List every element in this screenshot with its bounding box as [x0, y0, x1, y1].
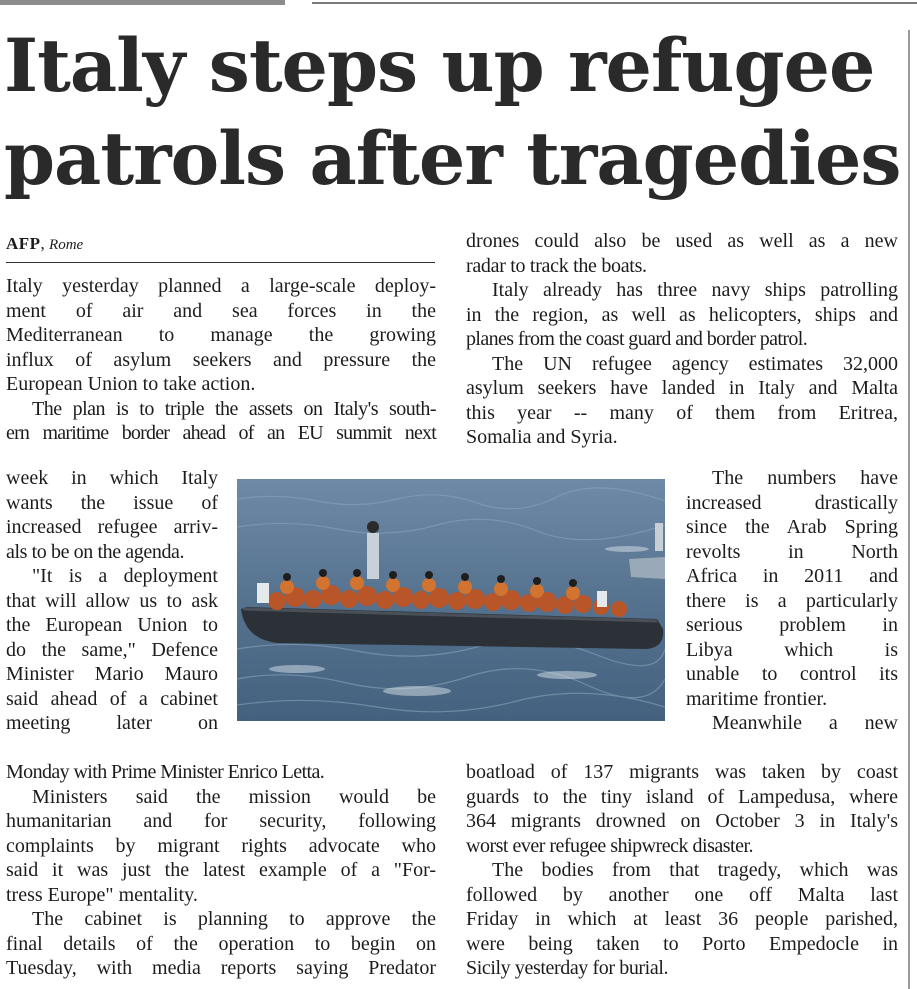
- paragraph-10: [466, 760, 898, 858]
- text-line: this year -- many of them from Eritrea,: [466, 401, 898, 424]
- text-line: in the region, as well as helicopters, ships and: [466, 303, 898, 326]
- text-line: Ministers said the mission would be: [32, 785, 436, 808]
- text-line: week in which Italy: [6, 467, 218, 489]
- paragraph-9: [686, 466, 898, 711]
- headline: [4, 20, 904, 206]
- column-2-bottom: [466, 760, 898, 981]
- text-line: Italy already has three navy ships patrolling: [492, 279, 898, 301]
- top-rule-right: [312, 2, 917, 4]
- text-line: Monday with Prime Minister Enrico Letta.: [6, 761, 325, 783]
- text-line: boatload of 137 migrants was taken by coast: [466, 761, 898, 783]
- text-line: Mediterranean to manage the growing: [6, 324, 436, 346]
- paragraph-1: [6, 274, 436, 397]
- text-line: Libya which is: [686, 638, 898, 661]
- column-2-top: [466, 229, 898, 450]
- text-line: als to be on the agenda.: [6, 540, 185, 563]
- paragraph-11: [466, 858, 898, 981]
- text-line: increased refugee arriv-: [6, 516, 218, 538]
- text-line: complaints by migrant rights advocate who: [6, 834, 436, 857]
- text-line: were being taken to Porto Empedocle in: [466, 932, 898, 955]
- text-line: asylum seekers have landed in Italy and Malta: [466, 377, 898, 399]
- text-line: drones could also be used as well as a new: [466, 230, 898, 252]
- text-line: Somalia and Syria.: [466, 426, 618, 448]
- text-line: since the Arab Spring: [686, 516, 898, 538]
- text-line: Sicily yesterday for burial.: [466, 957, 669, 979]
- top-rule-left: [0, 0, 285, 5]
- text-line: guards to the tiny island of Lampedusa, where: [466, 785, 898, 808]
- text-line: Friday in which at least 36 people parished,: [466, 908, 898, 930]
- column-2-narrow: [686, 466, 898, 736]
- paragraph-3-end: [6, 760, 436, 785]
- text-line: worst ever refugee shipwreck disaster.: [466, 834, 753, 857]
- byline-separator: ,: [40, 234, 50, 253]
- text-line: ern maritime border ahead of an EU summit next: [6, 422, 436, 444]
- text-line: tress Europe" mentality.: [6, 883, 198, 906]
- text-line: radar to track the boats.: [466, 254, 647, 277]
- text-line: said ahead of a cabinet: [6, 687, 218, 710]
- column-1-bottom: [6, 760, 436, 981]
- headline-line-1: Italy steps up refugee: [4, 23, 875, 109]
- text-line: humanitarian and for security, following: [6, 810, 436, 832]
- text-line: followed by another one off Malta last: [466, 883, 898, 906]
- text-line: "It is a deployment: [32, 565, 218, 587]
- paragraph-4: [6, 785, 436, 908]
- text-line: Tuesday, with media reports saying Predator: [6, 957, 436, 979]
- text-line: said it was just the latest example of a "For-: [6, 859, 436, 881]
- paragraph-6: [466, 229, 898, 278]
- text-line: European Union to take action.: [6, 373, 256, 395]
- text-line: Africa in 2011 and: [686, 565, 898, 587]
- refugee-boat-photo: [237, 479, 665, 721]
- text-line: The plan is to triple the assets on Italy's south-: [32, 397, 436, 420]
- column-1-narrow: [6, 466, 218, 736]
- text-line: planes from the coast guard and border patrol.: [466, 328, 808, 350]
- text-line: The cabinet is planning to approve the: [32, 908, 436, 930]
- byline-rule: [6, 262, 435, 263]
- text-line: there is a particularly: [686, 589, 898, 612]
- byline-city: Rome: [49, 237, 84, 253]
- text-line: The bodies from that tragedy, which was: [492, 859, 898, 881]
- byline-agency: AFP: [6, 234, 41, 253]
- text-line: revolts in North: [686, 540, 898, 563]
- text-line: unable to control its: [686, 663, 898, 685]
- text-line: increased drastically: [686, 491, 898, 514]
- text-line: maritime frontier.: [686, 687, 828, 710]
- text-line: do the same," Defence: [6, 638, 218, 661]
- paragraph-8: [466, 352, 898, 450]
- text-line: influx of asylum seekers and pressure the: [6, 348, 436, 371]
- text-line: The UN refugee agency estimates 32,000: [492, 352, 898, 375]
- text-line: Minister Mario Mauro: [6, 663, 218, 685]
- column-rule-right: [908, 30, 910, 989]
- text-line: final details of the operation to begin on: [6, 932, 436, 955]
- text-line: the European Union to: [6, 614, 218, 636]
- text-line: ment of air and sea forces in the: [6, 299, 436, 322]
- text-line: wants the issue of: [6, 491, 218, 514]
- refugee-boat-illustration: [237, 479, 665, 721]
- paragraph-2-lead: [6, 397, 436, 446]
- column-1-top: [6, 274, 436, 446]
- byline: [6, 234, 434, 255]
- text-line: meeting later on: [6, 712, 218, 734]
- headline-line-2: patrols after tragedies: [4, 116, 901, 202]
- text-line: that will allow us to ask: [6, 589, 218, 612]
- paragraph-2-cont: [6, 466, 218, 564]
- text-line: serious problem in: [686, 614, 898, 636]
- text-line: 364 migrants drowned on October 3 in Italy's: [466, 810, 898, 832]
- paragraph-7: [466, 278, 898, 352]
- text-line: The numbers have: [712, 467, 898, 489]
- paragraph-10-lead: [686, 711, 898, 736]
- paragraph-3: [6, 564, 218, 736]
- paragraph-5: [6, 907, 436, 981]
- text-line: Italy yesterday planned a large-scale deploy-: [6, 275, 436, 297]
- text-line: Meanwhile a new: [712, 712, 898, 734]
